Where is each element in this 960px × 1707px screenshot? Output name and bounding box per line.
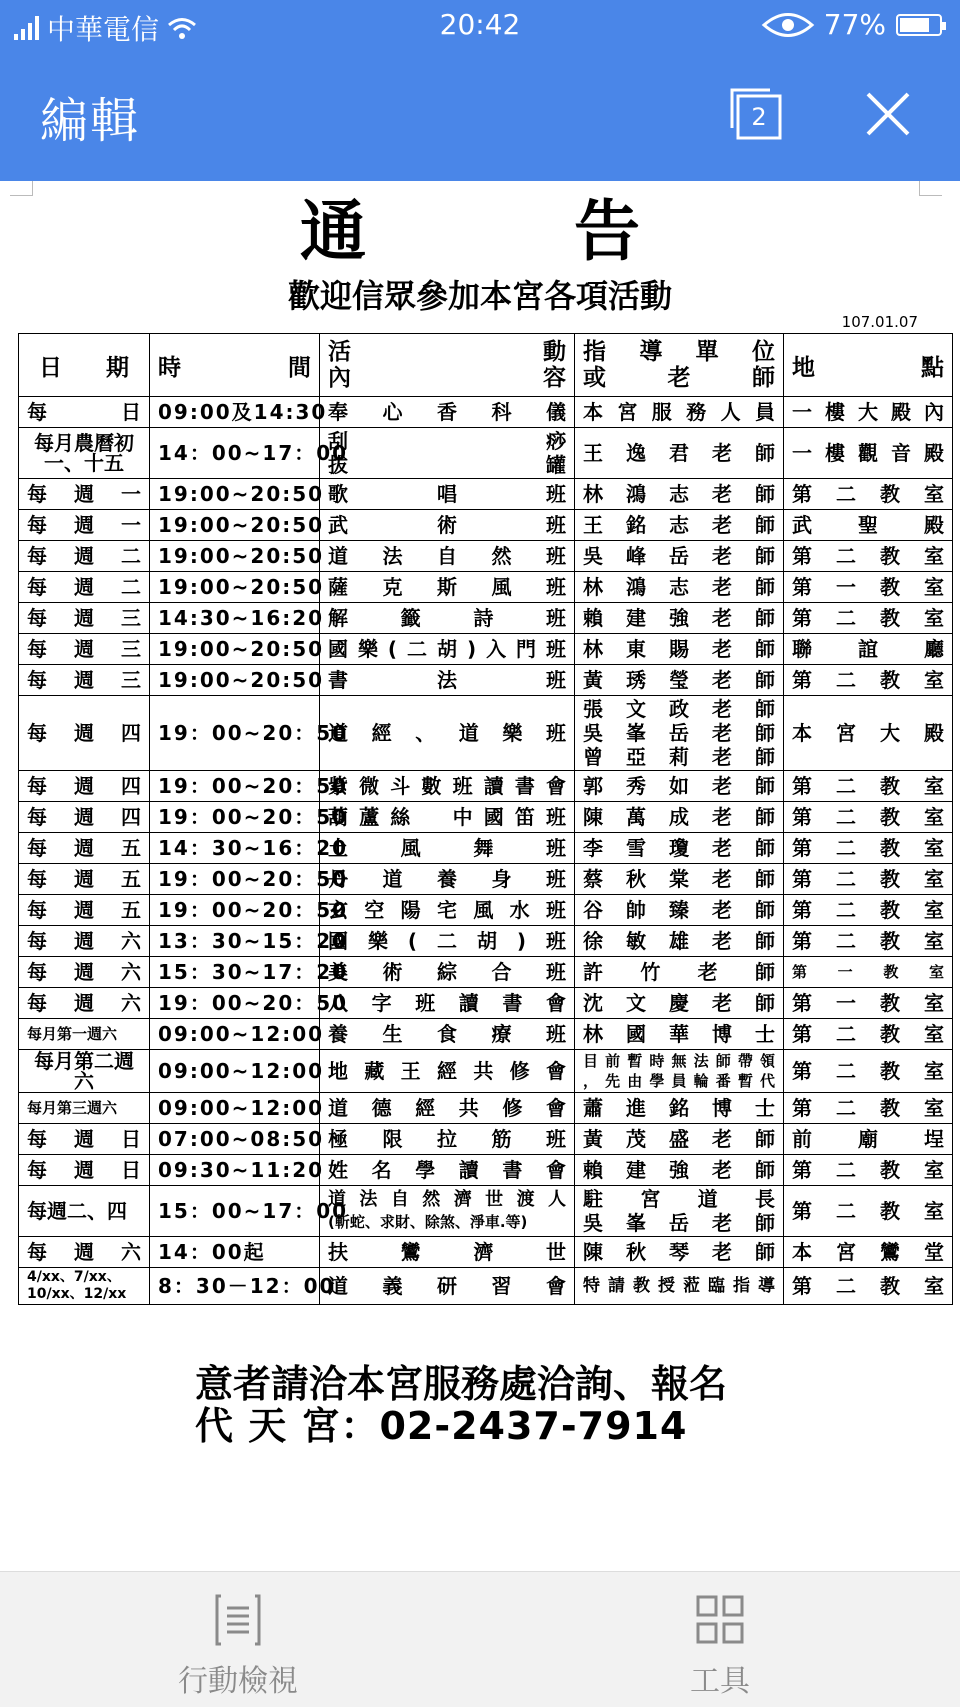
cell-time: 07:00~08:50: [150, 1124, 320, 1155]
contact-note: 意者請洽本宮服務處洽詢、報名: [195, 1362, 728, 1406]
title-left: 通: [300, 193, 366, 270]
cell-time: 19：00~20：50: [150, 802, 320, 833]
cell-activity: 國樂(二胡)班: [320, 926, 575, 957]
cell-instructor: 黃琇瑩老師: [575, 665, 784, 696]
cell-date: 每週四: [19, 696, 150, 771]
header-place: 地 點: [784, 334, 953, 397]
table-row: [19, 926, 953, 957]
header-time: 時 間: [150, 334, 320, 397]
cell-place: 第二教室: [784, 1268, 953, 1305]
cell-time: 19：00~20：50: [150, 696, 320, 771]
cell-time: 14：00~17：00: [150, 428, 320, 479]
cell-time: 19：00~20：50: [150, 988, 320, 1019]
cell-time: 19:00~20:50: [150, 541, 320, 572]
cell-date: 4/xx、7/xx、10/xx、12/xx: [19, 1268, 150, 1305]
carrier-label: 中華電信: [47, 13, 160, 46]
cell-instructor: 陳萬成老師: [575, 802, 784, 833]
cell-time: 19:00~20:50: [150, 665, 320, 696]
cell-place: 第二教室: [784, 603, 953, 634]
cell-activity: 極限拉筋班: [320, 1124, 575, 1155]
cell-place: 第一教室: [784, 572, 953, 603]
cell-activity: 道經、道樂班: [320, 696, 575, 771]
cell-time: 09:00及14:30: [150, 397, 320, 428]
table-row: [19, 428, 953, 479]
cell-time: 09:30~11:20: [150, 1155, 320, 1186]
cell-place: 第二教室: [784, 1155, 953, 1186]
cell-activity: 紫微斗數班讀書會: [320, 771, 575, 802]
bottom-toolbar: [0, 1571, 960, 1707]
cell-date: 每月第一週六: [19, 1019, 150, 1050]
cell-activity: 葫蘆絲 中國笛班: [320, 802, 575, 833]
cell-date: 每週一: [19, 510, 150, 541]
crop-mark: [919, 181, 942, 196]
mobile-view-button[interactable]: [138, 1594, 338, 1700]
cell-time: 09:00~12:00: [150, 1050, 320, 1093]
cell-time: 15：00~17：00: [150, 1186, 320, 1237]
battery-percent: 77%: [823, 8, 886, 41]
cell-activity: 薩克斯風班: [320, 572, 575, 603]
close-button[interactable]: [862, 88, 914, 140]
cell-time: 19:00~20:50: [150, 479, 320, 510]
document-page: [0, 181, 960, 1571]
schedule-table: [18, 333, 953, 1305]
cell-instructor: 吳峰岳老師: [575, 541, 784, 572]
battery-fill: [900, 18, 929, 32]
cell-date: 每日: [19, 397, 150, 428]
cell-place: 第二教室: [784, 1019, 953, 1050]
cell-time: 19:00~20:50: [150, 572, 320, 603]
table-row: [19, 603, 953, 634]
pages-button[interactable]: [726, 86, 786, 142]
table-row: [19, 802, 953, 833]
cell-instructor: 黃茂盛老師: [575, 1124, 784, 1155]
cell-time: 15：30~17：20: [150, 957, 320, 988]
cell-place: 武聖殿: [784, 510, 953, 541]
top-bar: [0, 0, 960, 181]
cell-time: 14：30~16：20: [150, 833, 320, 864]
cell-instructor: 李雪瓊老師: [575, 833, 784, 864]
cell-instructor: 林鴻志老師: [575, 479, 784, 510]
cell-instructor: 陳秋琴老師: [575, 1237, 784, 1268]
table-row: [19, 510, 953, 541]
cell-instructor: 駐宮道長 吳峯岳老師: [575, 1186, 784, 1237]
table-row: [19, 957, 953, 988]
table-row: [19, 479, 953, 510]
notice-title: [300, 193, 640, 270]
battery-icon: [896, 14, 942, 36]
cell-time: 19：00~20：50: [150, 895, 320, 926]
table-row: [19, 895, 953, 926]
cell-place: 一樓大殿內: [784, 397, 953, 428]
cell-date: 每月第二週六: [19, 1050, 150, 1093]
cell-activity: 美術綜合班: [320, 957, 575, 988]
cell-activity: 奉心香科儀: [320, 397, 575, 428]
cell-time: 19：00~20：50: [150, 864, 320, 895]
cell-instructor: 張文政老師 吳峯岳老師 曾亞莉老師: [575, 696, 784, 771]
cell-date: 每週一: [19, 479, 150, 510]
cell-date: 每週五: [19, 833, 150, 864]
table-row: [19, 1019, 953, 1050]
cell-place: 第二教室: [784, 479, 953, 510]
cell-instructor: 本宮服務人員: [575, 397, 784, 428]
cell-activity: 解籤詩班: [320, 603, 575, 634]
cell-instructor: 沈文慶老師: [575, 988, 784, 1019]
cell-place: 第一教室: [784, 988, 953, 1019]
table-row: [19, 771, 953, 802]
cell-activity: 丹道養身班: [320, 864, 575, 895]
cell-date: 每週三: [19, 665, 150, 696]
cell-instructor: 林鴻志老師: [575, 572, 784, 603]
cell-place: 第二教室: [784, 1093, 953, 1124]
cell-place: 第二教室: [784, 833, 953, 864]
cell-date: 每週四: [19, 802, 150, 833]
cell-place: 第二教室: [784, 665, 953, 696]
cell-date: 每週日: [19, 1124, 150, 1155]
cell-place: 第二教室: [784, 541, 953, 572]
cell-instructor: 目前暫時無法師帶領 ，先由學員輪番暫代: [575, 1050, 784, 1093]
cell-date: 每週三: [19, 603, 150, 634]
table-row: [19, 634, 953, 665]
cell-time: 14:30~16:20: [150, 603, 320, 634]
cell-time: 09:00~12:00: [150, 1019, 320, 1050]
cell-time: 19：00~20：50: [150, 771, 320, 802]
cell-instructor: 谷帥臻老師: [575, 895, 784, 926]
cell-activity: 道德經共修會: [320, 1093, 575, 1124]
cell-place: 本宮大殿: [784, 696, 953, 771]
cell-time: 09:00~12:00: [150, 1093, 320, 1124]
page-count: 2: [751, 103, 767, 131]
cell-place: 一樓觀音殿: [784, 428, 953, 479]
cell-date: 每月農曆初一、十五: [19, 428, 150, 479]
table-row: [19, 397, 953, 428]
table-row: [19, 1155, 953, 1186]
cell-instructor: 賴建強老師: [575, 1155, 784, 1186]
cell-instructor: 王銘志老師: [575, 510, 784, 541]
cell-activity: 刮痧 拔罐: [320, 428, 575, 479]
cell-activity: 地藏王經共修會: [320, 1050, 575, 1093]
cell-instructor: 王逸君老師: [575, 428, 784, 479]
tools-label: 工具: [690, 1664, 750, 1699]
table-row: [19, 696, 953, 771]
cell-activity: 國樂(二胡)入門班: [320, 634, 575, 665]
cell-activity: 玄空陽宅風水班: [320, 895, 575, 926]
cell-place: 第二教室: [784, 926, 953, 957]
cell-place: 第二教室: [784, 1186, 953, 1237]
cell-place: 第二教室: [784, 895, 953, 926]
table-row: [19, 572, 953, 603]
notice-subtitle: 歡迎信眾參加本宮各項活動: [287, 277, 672, 315]
cell-date: 每週三: [19, 634, 150, 665]
cell-activity: 道法自然濟世渡人 (斬蛇、求財、除煞、淨車.等): [320, 1186, 575, 1237]
cell-date: 每週六: [19, 988, 150, 1019]
cell-place: 前廟埕: [784, 1124, 953, 1155]
cell-date: 每週四: [19, 771, 150, 802]
cell-place: 第一教室: [784, 957, 953, 988]
cell-activity: 歌唱班: [320, 479, 575, 510]
eye-icon: [762, 12, 814, 38]
cell-date: 每週二、四: [19, 1186, 150, 1237]
cell-time: 8：30－12：00: [150, 1268, 320, 1305]
cell-time: 14：00起: [150, 1237, 320, 1268]
table-row: [19, 1186, 953, 1237]
cell-time: 19:00~20:50: [150, 510, 320, 541]
cell-instructor: 蔡秋棠老師: [575, 864, 784, 895]
cell-time: 19:00~20:50: [150, 634, 320, 665]
cell-activity: 養生食療班: [320, 1019, 575, 1050]
cell-activity: 姓名學讀書會: [320, 1155, 575, 1186]
close-icon: [862, 88, 914, 140]
cell-activity: 道義研習會: [320, 1268, 575, 1305]
cell-activity: 八字班讀書會: [320, 988, 575, 1019]
cell-place: 聯誼廳: [784, 634, 953, 665]
cell-activity: 書法班: [320, 665, 575, 696]
cell-instructor: 林國華博士: [575, 1019, 784, 1050]
cell-date: 每週五: [19, 864, 150, 895]
table-row: [19, 1124, 953, 1155]
grid-icon: [695, 1594, 745, 1646]
header-activity: 活 動 內 容: [320, 334, 575, 397]
title-right: 告: [574, 193, 640, 270]
table-row: [19, 1268, 953, 1305]
cell-instructor: 許竹老師: [575, 957, 784, 988]
cell-instructor: 郭秀如老師: [575, 771, 784, 802]
table-row: [19, 1050, 953, 1093]
cell-place: 第二教室: [784, 864, 953, 895]
crop-mark: [10, 181, 33, 196]
cell-place: 第二教室: [784, 771, 953, 802]
cell-instructor: 徐敏雄老師: [575, 926, 784, 957]
contact-phone: 代 天 宮：02-2437-7914: [195, 1404, 688, 1448]
header-instructor: 指導單位 或老師: [575, 334, 784, 397]
table-row: [19, 833, 953, 864]
cell-date: 每週六: [19, 1237, 150, 1268]
cell-date: 每週五: [19, 895, 150, 926]
document-list-icon: [213, 1594, 263, 1646]
cell-date: 每月第三週六: [19, 1093, 150, 1124]
cell-place: 第二教室: [784, 802, 953, 833]
cell-activity: 土風舞班: [320, 833, 575, 864]
cell-place: 本宮鸞堂: [784, 1237, 953, 1268]
cell-date: 每週二: [19, 541, 150, 572]
cell-activity: 道法自然班: [320, 541, 575, 572]
cell-date: 每週六: [19, 926, 150, 957]
cell-place: 第二教室: [784, 1050, 953, 1093]
header-date: 日 期: [19, 334, 150, 397]
table-row: [19, 541, 953, 572]
table-row: [19, 665, 953, 696]
cell-date: 每週六: [19, 957, 150, 988]
clock: 20:42: [439, 8, 521, 41]
status-bar: [0, 0, 960, 50]
cell-activity: 扶鸞濟世: [320, 1237, 575, 1268]
cell-instructor: 特請教授蒞臨指導: [575, 1268, 784, 1305]
table-row: [19, 1093, 953, 1124]
cell-instructor: 蕭進銘博士: [575, 1093, 784, 1124]
cell-instructor: 賴建強老師: [575, 603, 784, 634]
cell-date: 每週日: [19, 1155, 150, 1186]
table-row: [19, 988, 953, 1019]
cell-activity: 武術班: [320, 510, 575, 541]
cell-instructor: 林東賜老師: [575, 634, 784, 665]
mobile-view-label: 行動檢視: [178, 1664, 298, 1699]
tools-button[interactable]: [620, 1594, 820, 1700]
table-row: [19, 1237, 953, 1268]
cell-date: 每週二: [19, 572, 150, 603]
cell-time: 13：30~15：20: [150, 926, 320, 957]
table-row: [19, 864, 953, 895]
page-title: 編輯: [40, 93, 141, 149]
notice-date: 107.01.07: [841, 313, 918, 331]
table-header-row: [19, 334, 953, 397]
